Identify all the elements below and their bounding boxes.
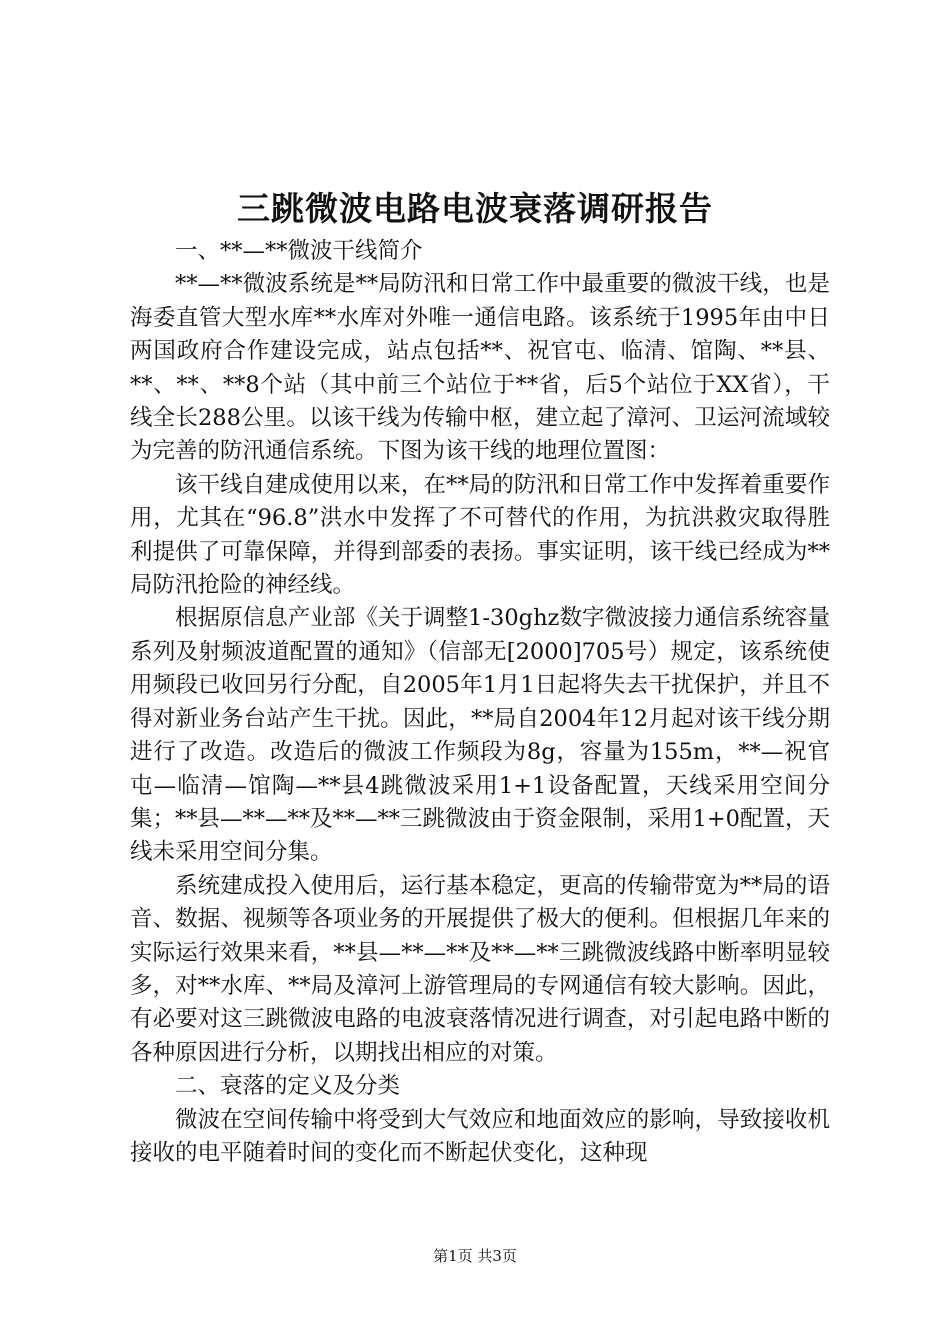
- document-title: 三跳微波电路电波衰落调研报告: [237, 189, 713, 228]
- body-paragraph: **—**微波系统是**局防汛和日常工作中最重要的微波干线，也是海委直管大型水库**水库对外唯一通信电路。该系统于1995年由中日两国政府合作建设完成，站点包括**、祝官屯、临清、馆陶、**县、**、**、**8个站（其中前三个站位于**省，后5个站位于XX省），干线全长288公里。以该干线为传输中枢，建立起了漳河、卫运河流域较为完善的防汛通信系统。下图为该干线的地理位置图：: [130, 271, 830, 465]
- body-paragraph: 微波在空间传输中将受到大气效应和地面效应的影响，导致接收机接收的电平随着时间的变化而不断起伏变化，这种现: [130, 1106, 830, 1166]
- section-heading-1: 一、**—**微波干线简介: [175, 238, 423, 264]
- body-paragraph: 系统建成投入使用后，运行基本稳定，更高的传输带宽为**局的语音、数据、视频等各项业务的开展提供了极大的便利。但根据几年来的实际运行效果来看，**县—**—**及**—**三跳微波线路中断率明显较多，对**水库、**局及漳河上游管理局的专网通信有较大影响。因此，有必要对这三跳微波电路的电波衰落情况进行调查，对引起电路中断的各种原因进行分析，以期找出相应的对策。: [130, 872, 830, 1066]
- body-paragraph: 根据原信息产业部《关于调整1-30ghz数字微波接力通信系统容量系列及射频波道配置的通知》（信部无[2000]705号）规定，该系统使用频段已收回另行分配，自2005年1月1日起将失去干扰保护，并且不得对新业务台站产生干扰。因此，**局自2004年12月起对该干线分期进行了改造。改造后的微波工作频段为8g，容量为155m，**—祝官屯—临清—馆陶—**县4跳微波采用1+1设备配置，天线采用空间分集；**县—**—**及**—**三跳微波由于资金限制，采用1+0配置，天线未采用空间分集。: [130, 605, 830, 866]
- page-footer: 第1页 共3页: [433, 1247, 517, 1265]
- body-paragraph: 该干线自建成使用以来，在**局的防汛和日常工作中发挥着重要作用，尤其在“96.8”洪水中发挥了不可替代的作用，为抗洪救灾取得胜利提供了可靠保障，并得到部委的表扬。事实证明，该干线已经成为**局防汛抢险的神经线。: [130, 471, 830, 599]
- section-heading-2: 二、衰落的定义及分类: [175, 1073, 401, 1100]
- document-body: [130, 235, 830, 1170]
